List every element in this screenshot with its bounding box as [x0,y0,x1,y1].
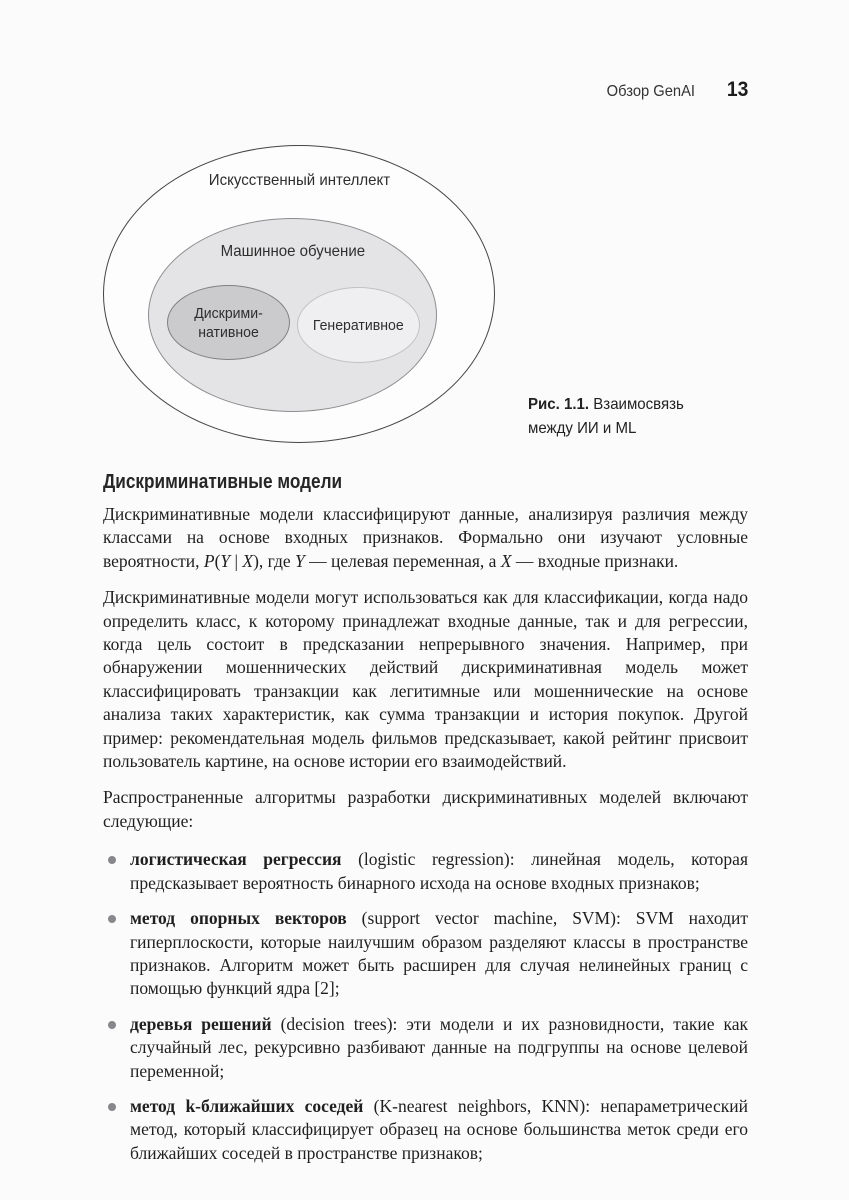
text-run: ( [214,550,221,571]
label-machine-learning: Машинное обучение [220,243,365,260]
text-run: Дискриминативные модели классифицируют данные, анализируя различия между классами на основе входных признаков. Формально они изучают условные вероятности, [103,504,748,571]
text-run: ), где [253,550,296,571]
bullet-dot-icon [108,1103,116,1111]
running-head-title: Обзор GenAI [606,83,695,100]
text-run: (logistic regression): линейная модель, которая предсказывает вероятность бинарного исхода на основе входных признаков; [130,849,748,893]
figure-caption [528,393,768,441]
text-run: — входные признаки. [511,550,679,571]
page-number: 13 [726,78,748,101]
list-item-decision-trees [103,1013,748,1083]
label-discriminative: Дискрими- нативное [194,304,263,341]
list-item-text [130,1014,748,1081]
section-heading: Дискриминативные модели [103,471,343,493]
running-head [103,78,748,102]
text-run: Дискриминативные модели могут использоваться как для классификации, когда надо определить класс, к которому принадлежат входные данные, так и для регрессии, когда цель состоит в предсказании непрерывного значения. Например, при обнаружении мошеннических действий дискриминативная модель может классифицировать транзакции как легитимные или мошеннические на основе анализа таких характеристик, как сумма транзакции и история покупок. Другой пример: рекомендательная модель фильмов предсказывает, какой рейтинг присвоит пользователь картине, на основе истории его взаимодействий. [103,587,748,772]
bullet-dot-icon [108,1021,116,1029]
text-run: (K-nearest neighbors, KNN): непараметрический метод, который классифицирует образец на основе большинства меток среди его ближайших соседей в пространстве признаков; [130,1095,749,1163]
italic-text-run: X [242,550,254,571]
ellipse-discriminative [167,285,290,360]
list-item-text [130,908,748,998]
list-item-svm [103,907,748,1001]
bold-text-run: деревья решений [130,1013,272,1034]
list-item-text [130,849,748,892]
list-item-knn [103,1095,748,1165]
list-item-text [130,1096,748,1163]
paragraph-definition [103,503,748,573]
bold-text-run: метод k-ближайших соседей [130,1095,364,1116]
algorithm-list [103,848,748,1165]
bold-text-run: метод опорных векторов [130,908,347,929]
label-artificial-intelligence: Искусственный интеллект [208,172,390,189]
figure-caption-line2: между ИИ и ML [528,420,637,437]
main-text-column [103,470,748,1177]
bold-text-run: логистическая регрессия [130,849,342,870]
ellipse-generative [297,287,420,363]
italic-text-run: X [500,550,512,571]
text-run: — целевая переменная, а [304,550,501,571]
italic-text-run: Y [295,550,305,571]
bullet-dot-icon [108,915,116,923]
bullet-dot-icon [108,856,116,864]
text-run: | [230,550,243,571]
text-run: (support vector machine, SVM): SVM находит гиперплоскости, которые наилучшим образом разделяют классы в пространстве признаков. Алгоритм может быть расширен для случая нелинейных границ с помощью функций ядра [2]; [130,908,748,999]
text-run: Распространенные алгоритмы разработки дискриминативных моделей включают следующие: [103,787,748,831]
figure-caption-number: Рис. 1.1. [528,396,590,413]
paragraph-usage [103,586,748,773]
paragraph-algorithms-intro [103,786,748,833]
italic-text-run: Y [220,550,231,571]
list-item-logistic-regression [103,848,748,895]
text-run: (decision trees): эти модели и их разновидности, такие как случайный лес, рекурсивно разбивают данные на подгруппы на основе целевой переменной; [130,1013,748,1081]
label-generative: Генеративное [313,316,404,334]
italic-text-run: P [203,550,215,571]
figure-caption-text: Взаимосвязь [589,396,684,413]
figure-caption-line1 [528,393,754,417]
